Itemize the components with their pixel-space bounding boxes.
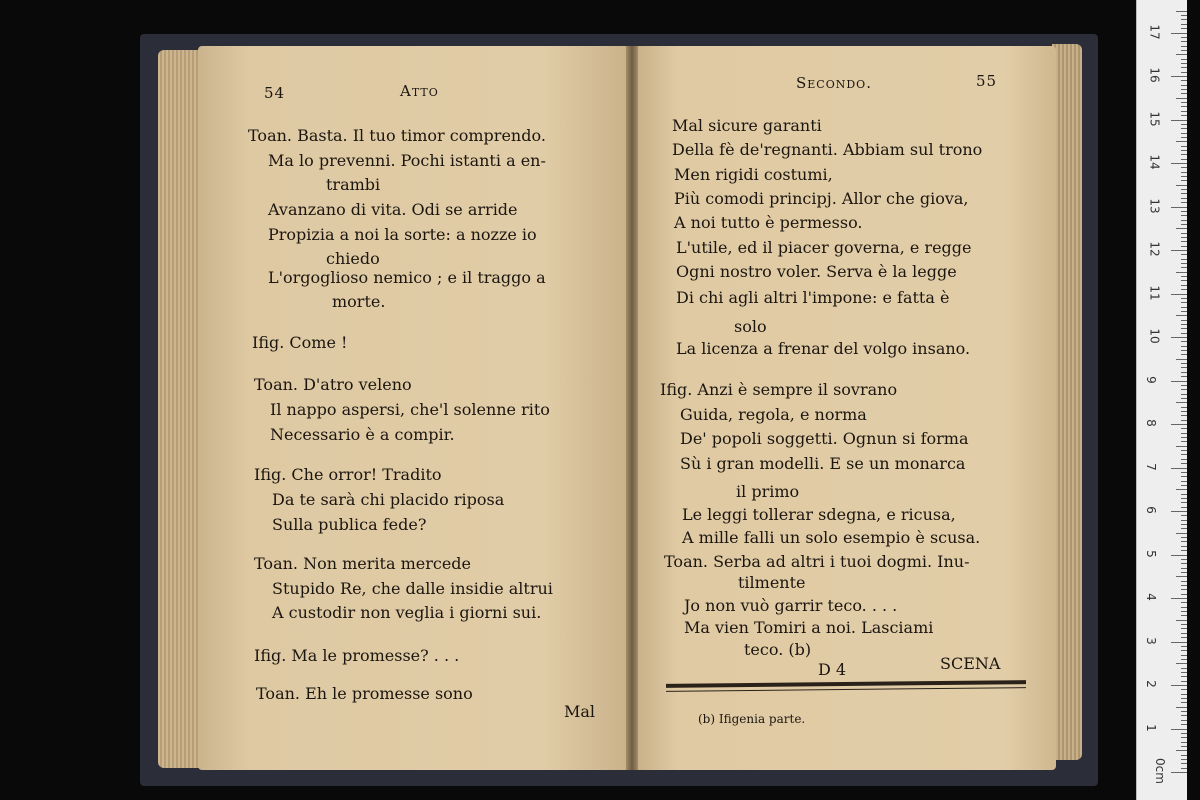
ruler-tick bbox=[1181, 411, 1187, 412]
ruler-tick bbox=[1181, 367, 1187, 368]
ruler-tick bbox=[1171, 424, 1187, 425]
ruler-tick bbox=[1181, 137, 1187, 138]
ruler-label: 10 bbox=[1147, 328, 1162, 344]
ruler-tick bbox=[1181, 607, 1187, 608]
text-line: chiedo bbox=[326, 249, 380, 268]
ruler-tick bbox=[1181, 763, 1187, 764]
ruler-tick bbox=[1171, 555, 1187, 556]
left-running-head: Atto bbox=[400, 82, 439, 100]
ruler-tick bbox=[1176, 446, 1187, 447]
ruler-tick bbox=[1181, 602, 1187, 603]
ruler-tick bbox=[1181, 572, 1187, 573]
measuring-ruler bbox=[1136, 0, 1187, 800]
ruler-tick bbox=[1181, 624, 1187, 625]
text-line: morte. bbox=[332, 292, 386, 311]
ruler-tick bbox=[1181, 702, 1187, 703]
text-line: trambi bbox=[326, 175, 381, 194]
ruler-tick bbox=[1181, 93, 1187, 94]
ruler-label: 4 bbox=[1143, 593, 1158, 601]
ruler-tick bbox=[1181, 476, 1187, 477]
ruler-tick bbox=[1181, 546, 1187, 547]
ruler-label: 8 bbox=[1143, 419, 1158, 427]
text-line: Ma lo prevenni. Pochi istanti a en- bbox=[268, 151, 546, 170]
text-line: Più comodi principj. Allor che giova, bbox=[674, 189, 969, 208]
ruler-tick bbox=[1181, 559, 1187, 560]
ruler-tick bbox=[1171, 250, 1187, 251]
speaker-line: Ifig. Come ! bbox=[252, 333, 348, 352]
ruler-tick bbox=[1171, 772, 1187, 773]
ruler-tick bbox=[1181, 215, 1187, 216]
ruler-tick bbox=[1181, 515, 1187, 516]
text-line: Jo non vuò garrir teco. . . . bbox=[684, 596, 898, 615]
ruler-label: 1 bbox=[1143, 723, 1158, 732]
ruler-tick bbox=[1181, 550, 1187, 551]
ruler-tick bbox=[1181, 193, 1187, 194]
ruler-label: 12 bbox=[1147, 241, 1162, 257]
ruler-tick bbox=[1171, 729, 1187, 730]
ruler-label: 15 bbox=[1147, 110, 1162, 127]
text-line: Sù i gran modelli. E se un monarca bbox=[680, 454, 966, 473]
ruler-tick bbox=[1181, 102, 1187, 103]
ruler-tick bbox=[1181, 172, 1187, 173]
ruler-label: 14 bbox=[1147, 154, 1162, 170]
ruler-tick bbox=[1171, 120, 1187, 121]
ruler-tick bbox=[1181, 167, 1187, 168]
ruler-tick bbox=[1181, 180, 1187, 181]
ruler-tick bbox=[1181, 189, 1187, 190]
ruler-tick bbox=[1181, 650, 1187, 651]
ruler-tick bbox=[1171, 468, 1187, 469]
ruler-tick bbox=[1181, 389, 1187, 390]
ruler-tick bbox=[1181, 341, 1187, 342]
ruler-tick bbox=[1181, 755, 1187, 756]
speaker-line: Toan. Non merita mercede bbox=[254, 554, 471, 573]
ruler-tick bbox=[1171, 598, 1187, 599]
ruler-tick bbox=[1181, 672, 1187, 673]
ruler-tick bbox=[1176, 228, 1187, 229]
ruler-tick bbox=[1181, 585, 1187, 586]
text-line: A custodir non veglia i giorni sui. bbox=[272, 603, 542, 622]
ruler-tick bbox=[1181, 541, 1187, 542]
ruler-tick bbox=[1181, 302, 1187, 303]
ruler-tick bbox=[1181, 472, 1187, 473]
ruler-tick bbox=[1181, 111, 1187, 112]
ruler-tick bbox=[1176, 185, 1187, 186]
ruler-tick bbox=[1176, 576, 1187, 577]
ruler-tick bbox=[1181, 394, 1187, 395]
ruler-tick bbox=[1181, 759, 1187, 760]
speaker-line: Ifig. Ma le promesse? . . . bbox=[254, 646, 460, 665]
speaker-line: Toan. D'atro veleno bbox=[254, 375, 412, 394]
ruler-tick bbox=[1181, 80, 1187, 81]
text-line: Propizia a noi la sorte: a nozze io bbox=[268, 225, 537, 244]
ruler-tick bbox=[1181, 363, 1187, 364]
ruler-tick bbox=[1181, 372, 1187, 373]
right-page-edges bbox=[1052, 44, 1082, 760]
ruler-tick bbox=[1181, 742, 1187, 743]
ruler-tick bbox=[1181, 746, 1187, 747]
speaker-line: Toan. Serba ad altri i tuoi dogmi. Inu- bbox=[664, 552, 970, 571]
ruler-tick bbox=[1181, 615, 1187, 616]
ruler-tick bbox=[1181, 89, 1187, 90]
ruler-tick bbox=[1181, 237, 1187, 238]
ruler-tick bbox=[1181, 463, 1187, 464]
ruler-tick bbox=[1176, 98, 1187, 99]
text-line: Stupido Re, che dalle insidie altrui bbox=[272, 579, 553, 598]
ruler-tick bbox=[1181, 280, 1187, 281]
ruler-tick bbox=[1181, 568, 1187, 569]
ruler-tick bbox=[1176, 315, 1187, 316]
ruler-tick bbox=[1181, 594, 1187, 595]
ruler-tick bbox=[1171, 337, 1187, 338]
text-line: Avanzano di vita. Odi se arride bbox=[268, 200, 518, 219]
text-line: A noi tutto è permesso. bbox=[674, 213, 863, 232]
ruler-tick bbox=[1181, 433, 1187, 434]
text-line: il primo bbox=[736, 482, 800, 501]
ruler-tick bbox=[1176, 402, 1187, 403]
ruler-tick bbox=[1181, 385, 1187, 386]
ruler-tick bbox=[1181, 437, 1187, 438]
ruler-tick bbox=[1181, 133, 1187, 134]
ruler-tick bbox=[1181, 211, 1187, 212]
ruler-tick bbox=[1181, 681, 1187, 682]
ruler-label: 6 bbox=[1143, 506, 1158, 514]
ruler-tick bbox=[1181, 289, 1187, 290]
catchword: SCENA bbox=[940, 654, 1001, 673]
ruler-tick bbox=[1181, 224, 1187, 225]
ruler-tick bbox=[1181, 233, 1187, 234]
text-line: Di chi agli altri l'impone: e fatta è bbox=[676, 288, 950, 307]
ruler-label: 16 bbox=[1147, 67, 1162, 83]
ruler-tick bbox=[1181, 668, 1187, 669]
ruler-tick bbox=[1181, 420, 1187, 421]
ruler-label: 11 bbox=[1147, 284, 1162, 301]
ruler-tick bbox=[1181, 454, 1187, 455]
ruler-tick bbox=[1181, 46, 1187, 47]
ruler-tick bbox=[1181, 67, 1187, 68]
ruler-tick bbox=[1181, 128, 1187, 129]
ruler-tick bbox=[1176, 663, 1187, 664]
ruler-tick bbox=[1181, 733, 1187, 734]
ruler-tick bbox=[1181, 246, 1187, 247]
ruler-tick bbox=[1181, 41, 1187, 42]
ruler-tick bbox=[1181, 689, 1187, 690]
ruler-tick bbox=[1181, 563, 1187, 564]
ruler-tick bbox=[1181, 407, 1187, 408]
ruler-tick bbox=[1181, 346, 1187, 347]
left-page-number: 54 bbox=[264, 84, 286, 102]
text-line: Sulla publica fede? bbox=[272, 515, 427, 534]
ruler-label: 3 bbox=[1143, 636, 1158, 645]
ruler-tick bbox=[1181, 124, 1187, 125]
ruler-tick bbox=[1171, 685, 1187, 686]
text-line: L'orgoglioso nemico ; e il traggo a bbox=[268, 268, 546, 287]
text-line: Della fè de'regnanti. Abbiam sul trono bbox=[672, 140, 983, 159]
ruler-tick bbox=[1171, 163, 1187, 164]
ruler-tick bbox=[1181, 146, 1187, 147]
ruler-tick bbox=[1176, 620, 1187, 621]
ruler-tick bbox=[1181, 176, 1187, 177]
text-line: Ogni nostro voler. Serva è la legge bbox=[676, 262, 957, 281]
text-line: Le leggi tollerar sdegna, e ricusa, bbox=[682, 505, 956, 524]
ruler-tick bbox=[1171, 381, 1187, 382]
ruler-tick bbox=[1181, 154, 1187, 155]
text-line: teco. (b) bbox=[744, 640, 812, 659]
ruler-label: 7 bbox=[1143, 462, 1158, 471]
text-line: Mal sicure garanti bbox=[672, 116, 822, 135]
ruler-tick bbox=[1181, 494, 1187, 495]
ruler-tick bbox=[1181, 724, 1187, 725]
ruler-label: 17 bbox=[1147, 23, 1162, 40]
ruler-tick bbox=[1181, 376, 1187, 377]
ruler-label: 5 bbox=[1143, 549, 1158, 558]
ruler-tick bbox=[1181, 415, 1187, 416]
text-line: Ma vien Tomiri a noi. Lasciami bbox=[684, 618, 934, 637]
text-line: tilmente bbox=[738, 573, 806, 592]
ruler-tick bbox=[1181, 676, 1187, 677]
ruler-label: 0cm bbox=[1152, 758, 1167, 784]
ruler-tick bbox=[1181, 198, 1187, 199]
ruler-tick bbox=[1171, 294, 1187, 295]
text-line: Da te sarà chi placido riposa bbox=[272, 490, 505, 509]
ruler-tick bbox=[1181, 320, 1187, 321]
ruler-tick bbox=[1176, 11, 1187, 12]
ruler-tick bbox=[1181, 498, 1187, 499]
ruler-tick bbox=[1181, 263, 1187, 264]
ruler-tick bbox=[1181, 24, 1187, 25]
signature-mark: D 4 bbox=[818, 660, 847, 679]
ruler-tick bbox=[1181, 537, 1187, 538]
ruler-tick bbox=[1181, 50, 1187, 51]
ruler-tick bbox=[1176, 533, 1187, 534]
speaker-line: Ifig. Che orror! Tradito bbox=[254, 465, 442, 484]
ruler-tick bbox=[1181, 350, 1187, 351]
ruler-tick bbox=[1181, 589, 1187, 590]
ruler-tick bbox=[1181, 276, 1187, 277]
ruler-label: 9 bbox=[1143, 375, 1158, 384]
ruler-tick bbox=[1176, 54, 1187, 55]
ruler-tick bbox=[1181, 528, 1187, 529]
ruler-tick bbox=[1181, 106, 1187, 107]
text-line: Il nappo aspersi, che'l solenne rito bbox=[270, 400, 550, 419]
ruler-tick bbox=[1181, 220, 1187, 221]
ruler-tick bbox=[1181, 15, 1187, 16]
ruler-tick bbox=[1176, 359, 1187, 360]
text-line: La licenza a frenar del volgo insano. bbox=[676, 339, 971, 358]
ruler-tick bbox=[1176, 489, 1187, 490]
ruler-tick bbox=[1181, 633, 1187, 634]
ruler-tick bbox=[1181, 28, 1187, 29]
ruler-tick bbox=[1176, 707, 1187, 708]
ruler-tick bbox=[1181, 267, 1187, 268]
ruler-tick bbox=[1181, 637, 1187, 638]
ruler-tick bbox=[1181, 159, 1187, 160]
ruler-tick bbox=[1181, 581, 1187, 582]
ruler-tick bbox=[1181, 328, 1187, 329]
text-line: Guida, regola, e norma bbox=[680, 405, 867, 424]
ruler-tick bbox=[1181, 481, 1187, 482]
text-line: A mille falli un solo esempio è scusa. bbox=[682, 528, 981, 547]
ruler-tick bbox=[1181, 694, 1187, 695]
ruler-tick bbox=[1181, 737, 1187, 738]
ruler-tick bbox=[1181, 59, 1187, 60]
ruler-tick bbox=[1181, 715, 1187, 716]
ruler-tick bbox=[1181, 720, 1187, 721]
ruler-tick bbox=[1181, 115, 1187, 116]
right-running-head: Secondo. bbox=[796, 74, 872, 92]
ruler-tick bbox=[1181, 150, 1187, 151]
ruler-tick bbox=[1181, 307, 1187, 308]
catchword: Mal bbox=[564, 702, 596, 721]
ruler-tick bbox=[1181, 711, 1187, 712]
ruler-tick bbox=[1181, 19, 1187, 20]
speaker-line: Toan. Eh le promesse sono bbox=[256, 684, 473, 703]
ruler-tick bbox=[1181, 520, 1187, 521]
ruler-tick bbox=[1171, 642, 1187, 643]
ruler-tick bbox=[1181, 441, 1187, 442]
ruler-tick bbox=[1181, 646, 1187, 647]
ruler-tick bbox=[1181, 202, 1187, 203]
text-line: De' popoli soggetti. Ognun si forma bbox=[680, 429, 969, 448]
text-line: solo bbox=[734, 317, 767, 336]
ruler-tick bbox=[1176, 272, 1187, 273]
ruler-tick bbox=[1181, 85, 1187, 86]
ruler-tick bbox=[1181, 524, 1187, 525]
ruler-tick bbox=[1181, 37, 1187, 38]
speaker-line: Ifig. Anzi è sempre il sovrano bbox=[660, 380, 898, 399]
ruler-tick bbox=[1171, 33, 1187, 34]
footnote: (b) Ifigenia parte. bbox=[698, 712, 806, 726]
ruler-tick bbox=[1181, 354, 1187, 355]
ruler-tick bbox=[1181, 398, 1187, 399]
ruler-tick bbox=[1181, 459, 1187, 460]
ruler-tick bbox=[1181, 285, 1187, 286]
ruler-tick bbox=[1181, 72, 1187, 73]
ruler-label: 13 bbox=[1147, 197, 1162, 214]
ruler-tick bbox=[1181, 628, 1187, 629]
ruler-tick bbox=[1181, 311, 1187, 312]
ruler-tick bbox=[1181, 254, 1187, 255]
ruler-tick bbox=[1181, 428, 1187, 429]
ruler-tick bbox=[1181, 698, 1187, 699]
text-line: Necessario è a compir. bbox=[270, 425, 455, 444]
ruler-tick bbox=[1181, 502, 1187, 503]
ruler-tick bbox=[1181, 655, 1187, 656]
ruler-tick bbox=[1171, 511, 1187, 512]
ruler-tick bbox=[1181, 768, 1187, 769]
ruler-tick bbox=[1181, 450, 1187, 451]
ruler-tick bbox=[1181, 507, 1187, 508]
ruler-tick bbox=[1171, 76, 1187, 77]
text-line: Men rigidi costumi, bbox=[674, 165, 833, 184]
ruler-tick bbox=[1181, 63, 1187, 64]
book-gutter bbox=[626, 46, 638, 770]
text-line: L'utile, ed il piacer governa, e regge bbox=[676, 238, 972, 257]
text-line: Toan. Basta. Il tuo timor comprendo. bbox=[248, 126, 546, 145]
ruler-tick bbox=[1181, 333, 1187, 334]
ruler-tick bbox=[1181, 324, 1187, 325]
ruler-label: 2 bbox=[1143, 680, 1158, 688]
ruler-tick bbox=[1181, 298, 1187, 299]
ruler-tick bbox=[1181, 241, 1187, 242]
ruler-tick bbox=[1171, 207, 1187, 208]
ruler-tick bbox=[1176, 141, 1187, 142]
ruler-tick bbox=[1181, 611, 1187, 612]
ruler-tick bbox=[1181, 485, 1187, 486]
ruler-tick bbox=[1176, 750, 1187, 751]
ruler-tick bbox=[1181, 259, 1187, 260]
right-page-number: 55 bbox=[976, 72, 998, 90]
ruler-tick bbox=[1181, 659, 1187, 660]
